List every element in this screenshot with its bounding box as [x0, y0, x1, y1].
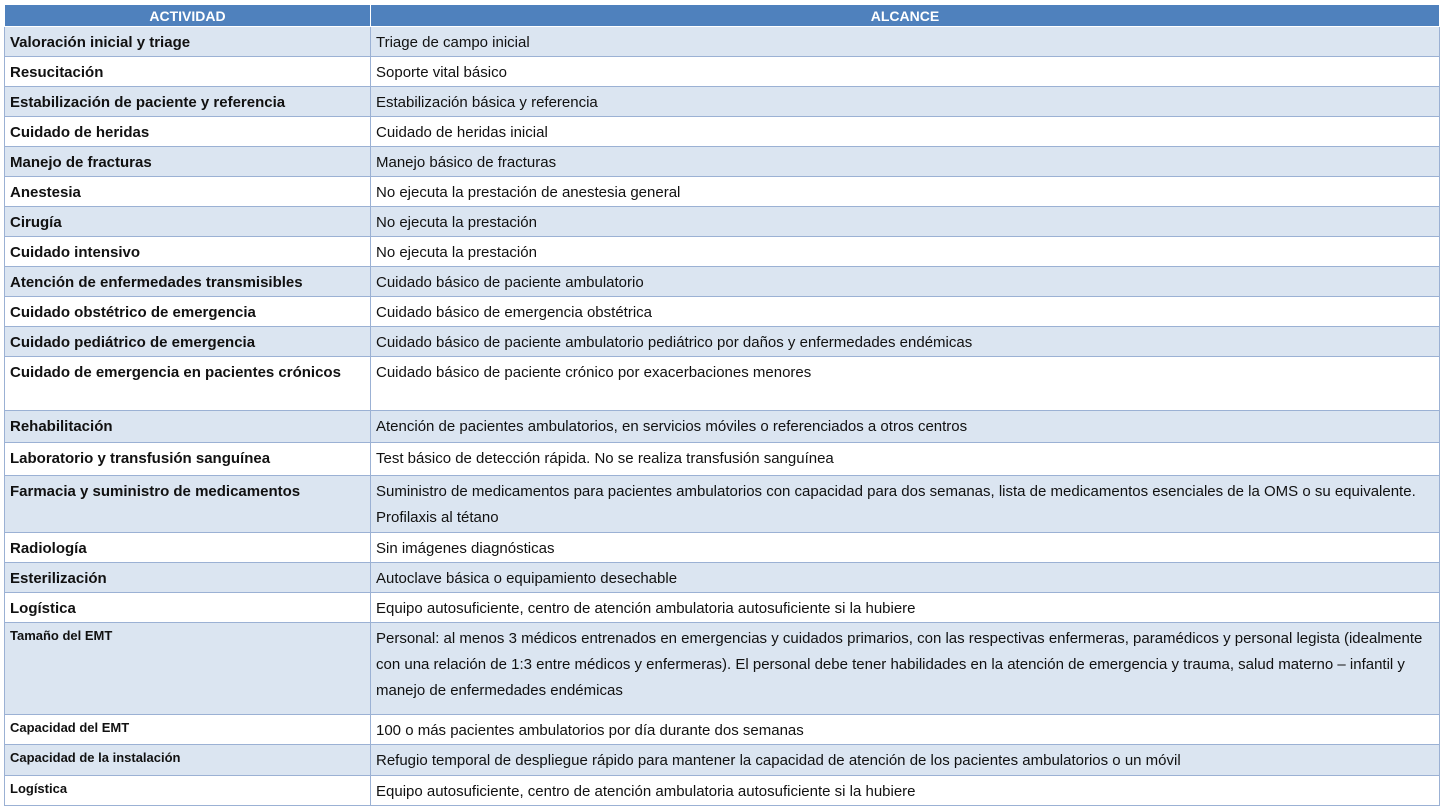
alcance-cell: Triage de campo inicial	[371, 27, 1440, 57]
alcance-cell: No ejecuta la prestación de anestesia general	[371, 177, 1440, 207]
actividad-cell: Atención de enfermedades transmisibles	[5, 267, 371, 297]
alcance-cell: Cuidado de heridas inicial	[371, 117, 1440, 147]
table-row	[5, 476, 1440, 533]
actividad-cell: Valoración inicial y triage	[5, 27, 371, 57]
actividad-cell: Cirugía	[5, 207, 371, 237]
actividad-cell: Anestesia	[5, 177, 371, 207]
table-header-row	[5, 5, 1440, 27]
alcance-cell: Estabilización básica y referencia	[371, 87, 1440, 117]
table-row	[5, 237, 1440, 267]
table-row	[5, 563, 1440, 593]
table-row	[5, 745, 1440, 776]
actividad-cell: Estabilización de paciente y referencia	[5, 87, 371, 117]
table-row	[5, 357, 1440, 411]
alcance-cell: Autoclave básica o equipamiento desechable	[371, 563, 1440, 593]
actividad-cell: Cuidado de emergencia en pacientes crónicos	[5, 357, 371, 411]
actividad-cell: Capacidad de la instalación	[5, 745, 371, 776]
actividad-cell: Rehabilitación	[5, 411, 371, 443]
actividad-cell: Laboratorio y transfusión sanguínea	[5, 443, 371, 476]
actividad-cell: Cuidado obstétrico de emergencia	[5, 297, 371, 327]
alcance-cell: Atención de pacientes ambulatorios, en servicios móviles o referenciados a otros centros	[371, 411, 1440, 443]
alcance-cell: Equipo autosuficiente, centro de atención ambulatoria autosuficiente si la hubiere	[371, 593, 1440, 623]
alcance-cell: Refugio temporal de despliegue rápido para mantener la capacidad de atención de los pacientes ambulatorios o un móvil	[371, 745, 1440, 776]
alcance-cell: Cuidado básico de paciente crónico por exacerbaciones menores	[371, 357, 1440, 411]
actividad-cell: Logística	[5, 776, 371, 806]
table-row	[5, 623, 1440, 715]
table-row	[5, 776, 1440, 806]
alcance-cell: No ejecuta la prestación	[371, 207, 1440, 237]
actividad-cell: Cuidado de heridas	[5, 117, 371, 147]
actividad-cell: Capacidad del EMT	[5, 715, 371, 745]
table-row	[5, 715, 1440, 745]
table-row	[5, 593, 1440, 623]
alcance-cell: Manejo básico de fracturas	[371, 147, 1440, 177]
actividad-cell: Farmacia y suministro de medicamentos	[5, 476, 371, 533]
table-row	[5, 327, 1440, 357]
table-row	[5, 27, 1440, 57]
table-row	[5, 117, 1440, 147]
actividad-cell: Resucitación	[5, 57, 371, 87]
table-row	[5, 87, 1440, 117]
table-row	[5, 411, 1440, 443]
actividad-cell: Cuidado pediátrico de emergencia	[5, 327, 371, 357]
table-row	[5, 267, 1440, 297]
alcance-cell: No ejecuta la prestación	[371, 237, 1440, 267]
header-actividad: ACTIVIDAD	[5, 5, 371, 27]
alcance-cell: Test básico de detección rápida. No se realiza transfusión sanguínea	[371, 443, 1440, 476]
header-alcance: ALCANCE	[371, 5, 1440, 27]
alcance-cell: Personal: al menos 3 médicos entrenados en emergencias y cuidados primarios, con las respectivas enfermeras, paramédicos y personal legista (idealmente con una relación de 1:3 entre médicos y enfermeras). El personal debe tener habilidades en la atención de emergencia y trauma, salud materno – infantil y manejo de enfermedades endémicas	[371, 623, 1440, 715]
table-row	[5, 533, 1440, 563]
actividad-cell: Manejo de fracturas	[5, 147, 371, 177]
activity-scope-table	[4, 4, 1440, 806]
alcance-cell: Cuidado básico de paciente ambulatorio	[371, 267, 1440, 297]
table-row	[5, 147, 1440, 177]
actividad-cell: Radiología	[5, 533, 371, 563]
alcance-cell: 100 o más pacientes ambulatorios por día durante dos semanas	[371, 715, 1440, 745]
actividad-cell: Esterilización	[5, 563, 371, 593]
alcance-cell: Cuidado básico de emergencia obstétrica	[371, 297, 1440, 327]
table-row	[5, 207, 1440, 237]
alcance-cell: Soporte vital básico	[371, 57, 1440, 87]
actividad-cell: Logística	[5, 593, 371, 623]
table-row	[5, 57, 1440, 87]
alcance-cell: Cuidado básico de paciente ambulatorio pediátrico por daños y enfermedades endémicas	[371, 327, 1440, 357]
alcance-cell: Sin imágenes diagnósticas	[371, 533, 1440, 563]
table-row	[5, 443, 1440, 476]
table-row	[5, 177, 1440, 207]
actividad-cell: Tamaño del EMT	[5, 623, 371, 715]
alcance-cell: Suministro de medicamentos para pacientes ambulatorios con capacidad para dos semanas, lista de medicamentos esenciales de la OMS o su equivalente. Profilaxis al tétano	[371, 476, 1440, 533]
table-row	[5, 297, 1440, 327]
alcance-cell: Equipo autosuficiente, centro de atención ambulatoria autosuficiente si la hubiere	[371, 776, 1440, 806]
actividad-cell: Cuidado intensivo	[5, 237, 371, 267]
